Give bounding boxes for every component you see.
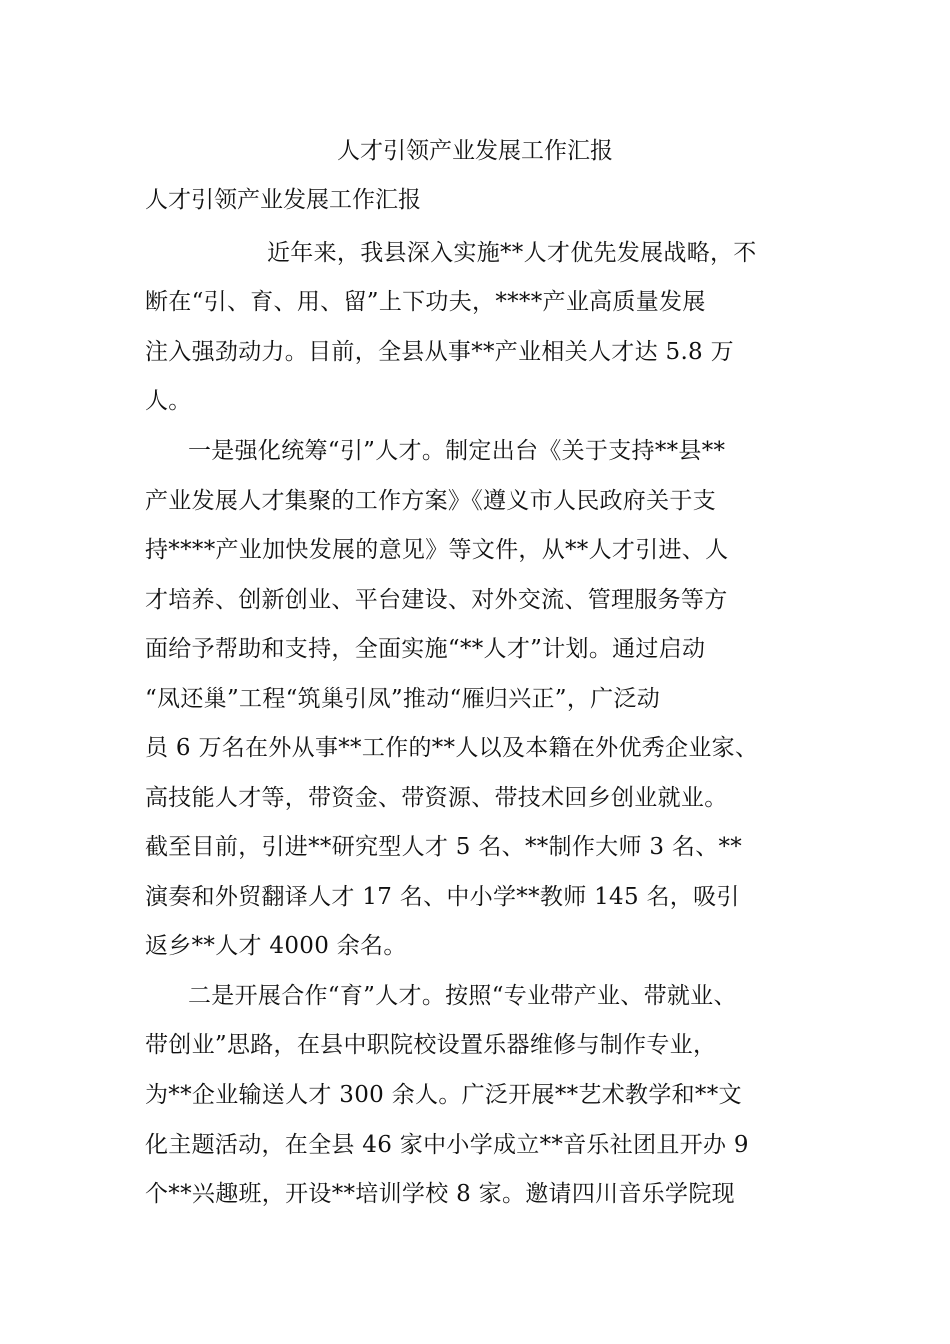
paragraph-line: “凤还巢”工程“筑巢引凤”推动“雁归兴正”，广泛动 bbox=[145, 686, 661, 712]
paragraph-line: 近年来，我县深入实施**人才优先发展战略，不 bbox=[267, 240, 757, 266]
paragraph-line: 个**兴趣班，开设**培训学校 8 家。邀请四川音乐学院现 bbox=[145, 1181, 735, 1207]
paragraph-line: 断在“引、育、用、留”上下功夫，****产业高质量发展 bbox=[145, 289, 706, 315]
paragraph-line: 一是强化统筹“引”人才。制定出台《关于支持**县** bbox=[188, 438, 726, 464]
paragraph-line: 才培养、创新创业、平台建设、对外交流、管理服务等方 bbox=[145, 587, 728, 613]
paragraph-line: 员 6 万名在外从事**工作的**人以及本籍在外优秀企业家、 bbox=[145, 735, 759, 761]
document-title: 人才引领产业发展工作汇报 bbox=[337, 138, 613, 164]
paragraph-line: 演奏和外贸翻译人才 17 名、中小学**教师 145 名，吸引 bbox=[145, 884, 740, 910]
paragraph-line: 注入强劲动力。目前，全县从事**产业相关人才达 5.8 万 bbox=[145, 339, 734, 365]
paragraph-line: 二是开展合作“育”人才。按照“专业带产业、带就业、 bbox=[188, 983, 737, 1009]
paragraph-line: 带创业”思路，在县中职院校设置乐器维修与制作专业， bbox=[145, 1032, 717, 1058]
document-subtitle: 人才引领产业发展工作汇报 bbox=[145, 187, 421, 213]
paragraph-line: 化主题活动，在全县 46 家中小学成立**音乐社团且开办 9 bbox=[145, 1132, 749, 1158]
paragraph-line: 持****产业加快发展的意见》等文件，从**人才引进、人 bbox=[145, 537, 729, 563]
paragraph-line: 面给予帮助和支持，全面实施“**人才”计划。通过启动 bbox=[145, 636, 706, 662]
paragraph-line: 截至目前，引进**研究型人才 5 名、**制作大师 3 名、** bbox=[145, 834, 743, 860]
paragraph-line: 人。 bbox=[145, 388, 192, 414]
paragraph-line: 高技能人才等，带资金、带资源、带技术回乡创业就业。 bbox=[145, 785, 728, 811]
paragraph-line: 产业发展人才集聚的工作方案》《遵义市人民政府关于支 bbox=[145, 488, 716, 514]
paragraph-line: 为**企业输送人才 300 余人。广泛开展**艺术教学和**文 bbox=[145, 1082, 742, 1108]
paragraph-line: 返乡**人才 4000 余名。 bbox=[145, 933, 407, 959]
